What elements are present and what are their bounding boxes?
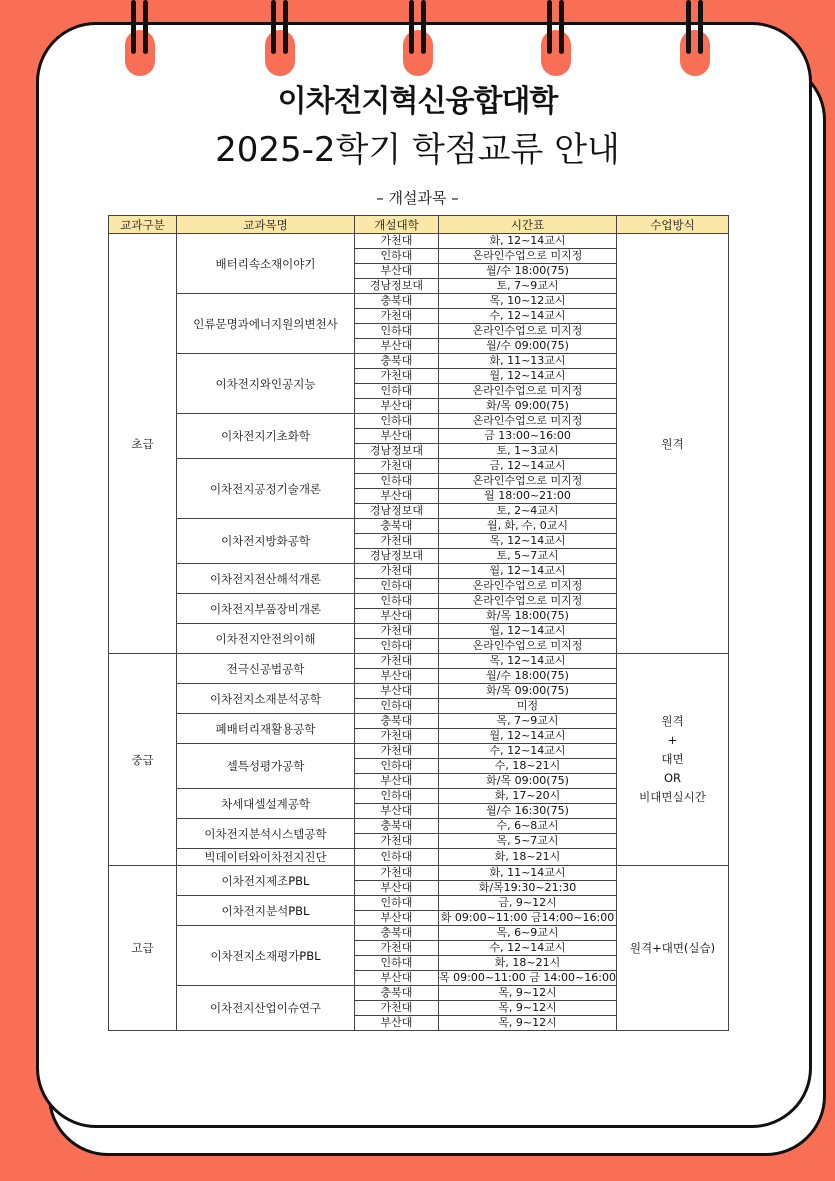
schedule-cell: 미정 [439,699,617,714]
course-name-cell: 이차전지와인공지능 [177,354,355,414]
schedule-cell: 월 18:00~21:00 [439,489,617,504]
schedule-cell: 목, 9~12시 [439,986,617,1001]
school-cell: 부산대 [355,804,439,819]
method-line: 대면 [661,752,684,766]
schedule-cell: 월, 12~14교시 [439,624,617,639]
schedule-cell: 화, 11~13교시 [439,354,617,369]
course-name-cell: 이차전지전산해석개론 [177,564,355,594]
table-row [109,866,729,881]
school-cell: 부산대 [355,399,439,414]
schedule-cell: 월/수 18:00(75) [439,264,617,279]
school-cell: 경남정보대 [355,279,439,294]
school-cell: 인하대 [355,324,439,339]
school-cell: 인하대 [355,789,439,804]
school-cell: 인하대 [355,956,439,971]
school-cell: 가천대 [355,729,439,744]
level-cell: 초급 [109,234,177,654]
level-cell: 고급 [109,866,177,1031]
school-cell: 인하대 [355,384,439,399]
school-cell: 가천대 [355,1001,439,1016]
school-cell: 부산대 [355,669,439,684]
schedule-cell: 월, 12~14교시 [439,564,617,579]
schedule-cell: 화/목19:30~21:30 [439,881,617,896]
schedule-cell: 화/목 09:00(75) [439,684,617,699]
schedule-cell: 온라인수업으로 미지정 [439,384,617,399]
course-name-cell: 셀특성평가공학 [177,744,355,789]
schedule-cell: 금 13:00~16:00 [439,429,617,444]
course-name-cell: 이차전지안전의이해 [177,624,355,654]
course-name-cell: 이차전지소재평가PBL [177,926,355,986]
schedule-cell: 화/목 09:00(75) [439,399,617,414]
schedule-cell: 목 09:00~11:00 금 14:00~16:00 [439,971,616,984]
method-line: 비대면실시간 [639,790,706,804]
schedule-cell: 온라인수업으로 미지정 [439,414,617,429]
column-header: 교과구분 [109,216,177,234]
schedule-cell: 목, 7~9교시 [439,714,617,729]
schedule-cell: 목, 5~7교시 [439,834,617,849]
school-cell: 충북대 [355,354,439,369]
section-title: – 개설과목 – [376,189,459,207]
school-cell: 부산대 [355,489,439,504]
school-cell: 경남정보대 [355,504,439,519]
schedule-cell: 온라인수업으로 미지정 [439,639,617,654]
schedule-cell: 목, 12~14교시 [439,534,617,549]
course-name-cell: 이차전지방화공학 [177,519,355,564]
schedule-cell: 목, 9~12시 [439,1016,617,1031]
schedule-cell: 월, 12~14교시 [439,369,617,384]
schedule-cell: 월/수 18:00(75) [439,669,617,684]
school-cell: 부산대 [355,971,439,986]
school-cell: 가천대 [355,234,439,249]
school-cell: 인하대 [355,579,439,594]
course-name-cell: 이차전지부품장비개론 [177,594,355,624]
school-cell: 가천대 [355,624,439,639]
table-row [109,234,729,249]
column-header: 수업방식 [617,216,729,234]
schedule-cell: 화 09:00~11:00 금14:00~16:00 [439,911,617,926]
schedule-cell: 월, 화, 수, 0교시 [439,519,617,534]
schedule-cell: 화, 11~14교시 [439,866,617,881]
school-cell: 충북대 [355,519,439,534]
binder-ring [535,0,577,78]
school-cell: 부산대 [355,1016,439,1031]
schedule-cell: 수, 6~8교시 [439,819,617,834]
school-cell: 가천대 [355,834,439,849]
schedule-cell: 온라인수업으로 미지정 [439,579,617,594]
school-cell: 인하대 [355,699,439,714]
schedule-cell: 화, 18~21시 [439,956,617,971]
binder-ring [674,0,716,78]
binder-ring [397,0,439,78]
course-name-cell: 이차전지기초화학 [177,414,355,459]
school-cell: 경남정보대 [355,549,439,564]
school-cell: 가천대 [355,941,439,956]
school-cell: 부산대 [355,339,439,354]
school-cell: 부산대 [355,881,439,896]
school-cell: 충북대 [355,714,439,729]
school-cell: 부산대 [355,774,439,789]
course-name-cell: 이차전지분석PBL [177,896,355,926]
schedule-cell: 수, 18~21시 [439,759,617,774]
school-cell: 충북대 [355,819,439,834]
schedule-cell: 화/목 18:00(75) [439,609,617,624]
method-line: + [667,733,678,747]
course-name-cell: 폐배터리재활용공학 [177,714,355,744]
course-name-cell: 인류문명과에너지원의변천사 [177,294,355,354]
column-header: 개설대학 [355,216,439,234]
course-name-cell: 이차전지산업이슈연구 [177,986,355,1031]
course-name-cell: 차세대셀설계공학 [177,789,355,819]
method-cell [617,654,729,866]
column-header: 시간표 [439,216,617,234]
schedule-cell: 목, 10~12교시 [439,294,617,309]
schedule-cell: 온라인수업으로 미지정 [439,324,617,339]
school-cell: 가천대 [355,654,439,669]
schedule-cell: 온라인수업으로 미지정 [439,249,617,264]
schedule-cell: 토, 2~4교시 [439,504,617,519]
column-header: 교과목명 [177,216,355,234]
table-header-row [109,216,729,234]
school-cell: 가천대 [355,309,439,324]
course-name-cell: 이차전지공정기술개론 [177,459,355,519]
method-line: 원격 [661,714,684,728]
schedule-cell: 온라인수업으로 미지정 [439,474,617,489]
school-cell: 부산대 [355,264,439,279]
schedule-cell: 수, 12~14교시 [439,309,617,324]
schedule-cell: 화, 18~21시 [439,849,617,866]
school-cell: 충북대 [355,294,439,309]
school-cell: 부산대 [355,911,439,926]
school-cell: 인하대 [355,474,439,489]
method-cell: 원격 [617,234,729,654]
school-cell: 인하대 [355,639,439,654]
schedule-cell: 화, 12~14교시 [439,234,617,249]
method-cell: 원격+대면(실습) [617,866,729,1031]
schedule-cell: 목, 12~14교시 [439,654,617,669]
table-row [109,654,729,669]
school-cell: 인하대 [355,414,439,429]
schedule-cell: 토, 1~3교시 [439,444,617,459]
schedule-cell: 목, 6~9교시 [439,926,617,941]
course-table [108,215,729,1031]
schedule-cell: 월/수 16:30(75) [439,804,617,819]
schedule-cell: 월/수 09:00(75) [439,339,617,354]
school-cell: 충북대 [355,986,439,1001]
course-name-cell: 이차전지소재분석공학 [177,684,355,714]
method-line: OR [663,771,682,785]
course-name-cell: 빅데이터와이차전지진단 [177,849,355,866]
school-cell: 경남정보대 [355,444,439,459]
schedule-cell: 금, 9~12시 [439,896,617,911]
university-title: 이차전지혁신융합대학 [277,84,558,119]
school-cell: 인하대 [355,849,439,866]
schedule-cell: 금, 12~14교시 [439,459,617,474]
binder-ring [119,0,161,78]
school-cell: 인하대 [355,759,439,774]
school-cell: 가천대 [355,564,439,579]
school-cell: 부산대 [355,609,439,624]
course-name-cell: 전극신공법공학 [177,654,355,684]
schedule-cell: 화, 17~20시 [439,789,617,804]
school-cell: 부산대 [355,429,439,444]
school-cell: 가천대 [355,534,439,549]
school-cell: 가천대 [355,459,439,474]
school-cell: 인하대 [355,896,439,911]
schedule-cell: 수, 12~14교시 [439,744,617,759]
level-cell: 중급 [109,654,177,866]
binder-ring [259,0,301,78]
school-cell: 인하대 [355,594,439,609]
course-name-cell: 이차전지분석시스템공학 [177,819,355,849]
page-title: 2025-2학기 학점교류 안내 [215,130,620,170]
schedule-cell: 토, 5~7교시 [439,549,617,564]
school-cell: 가천대 [355,369,439,384]
schedule-cell: 목, 9~12시 [439,1001,617,1016]
school-cell: 가천대 [355,744,439,759]
schedule-cell: 온라인수업으로 미지정 [439,594,617,609]
schedule-cell: 월, 12~14교시 [439,729,617,744]
course-name-cell: 이차전지제조PBL [177,866,355,896]
schedule-cell: 화/목 09:00(75) [439,774,617,789]
school-cell: 부산대 [355,684,439,699]
school-cell: 충북대 [355,926,439,941]
course-name-cell: 배터리속소재이야기 [177,234,355,294]
schedule-cell: 토, 7~9교시 [439,279,617,294]
schedule-cell: 수, 12~14교시 [439,941,617,956]
school-cell: 가천대 [355,866,439,881]
school-cell: 인하대 [355,249,439,264]
